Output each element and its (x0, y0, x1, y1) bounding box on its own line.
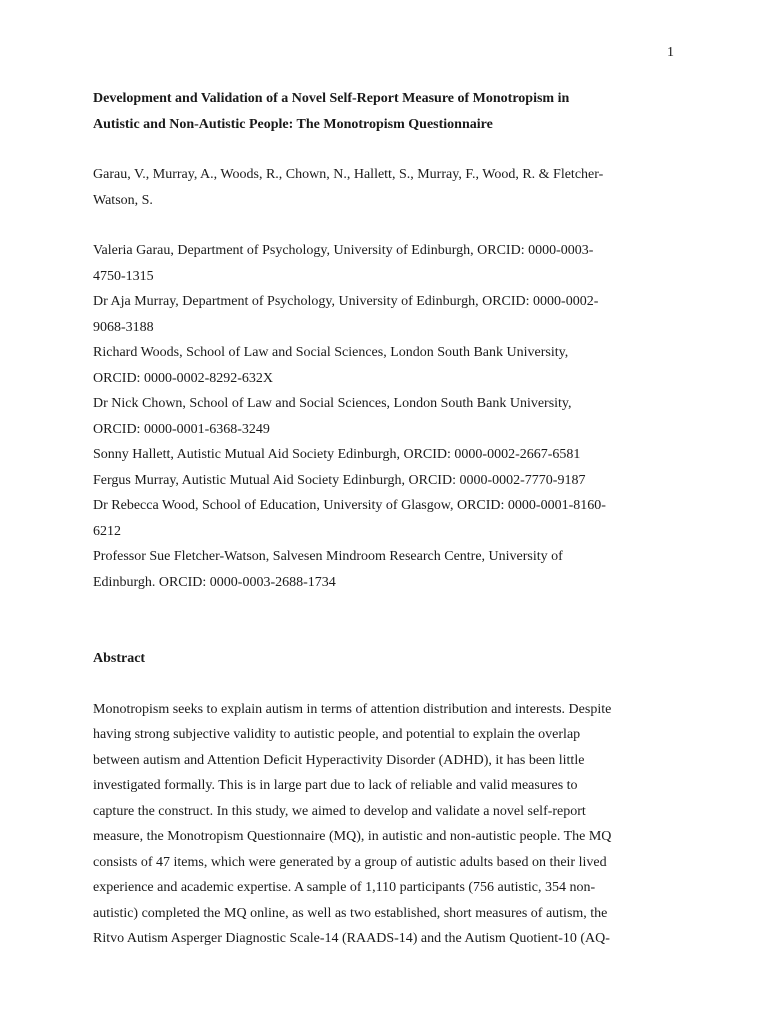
affiliation-line: ORCID: 0000-0001-6368-3249 (93, 421, 270, 437)
author-list (93, 162, 677, 213)
abstract-body (93, 697, 677, 952)
author-line: Watson, S. (93, 192, 153, 208)
abstract-line: autistic) completed the MQ online, as well as two established, short measures of autism, the (93, 905, 608, 921)
affiliation-list (93, 238, 677, 595)
abstract-line: experience and academic expertise. A sample of 1,110 participants (756 autistic, 354 non- (93, 880, 596, 895)
abstract-line: measure, the Monotropism Questionnaire (MQ), in autistic and non-autistic people. The MQ (93, 829, 612, 844)
affiliation-line: Richard Woods, School of Law and Social Sciences, London South Bank University, (93, 345, 569, 360)
abstract-heading: Abstract (93, 651, 146, 666)
affiliation-line: Valeria Garau, Department of Psychology, University of Edinburgh, ORCID: 0000-0003- (93, 243, 594, 258)
page-content (93, 86, 677, 952)
affiliation-line: 4750-1315 (93, 268, 154, 284)
title-line: Autistic and Non-Autistic People: The Monotropism Questionnaire (93, 116, 493, 132)
affiliation-line: Dr Rebecca Wood, School of Education, University of Glasgow, ORCID: 0000-0001-8160- (93, 498, 606, 513)
abstract-line: investigated formally. This is in large part due to lack of reliable and valid measures to (93, 778, 578, 793)
abstract-line: capture the construct. In this study, we aimed to develop and validate a novel self-report (93, 803, 586, 819)
abstract-line: between autism and Attention Deficit Hyperactivity Disorder (ADHD), it has been little (93, 752, 585, 768)
abstract-line: consists of 47 items, which were generated by a group of autistic adults based on their lived (93, 854, 607, 870)
affiliation-line: Professor Sue Fletcher-Watson, Salvesen Mindroom Research Centre, University of (93, 549, 563, 564)
affiliation-line: Edinburgh. ORCID: 0000-0003-2688-1734 (93, 574, 336, 590)
affiliation-line: 6212 (93, 523, 121, 539)
affiliation-line: 9068-3188 (93, 319, 154, 335)
title-line: Development and Validation of a Novel Self-Report Measure of Monotropism in (93, 91, 570, 106)
page-number: 1 (667, 45, 674, 60)
abstract-line: Monotropism seeks to explain autism in terms of attention distribution and interests. Despite (93, 701, 612, 717)
affiliation-line: Sonny Hallett, Autistic Mutual Aid Society Edinburgh, ORCID: 0000-0002-2667-6581 (93, 447, 581, 462)
author-line: Garau, V., Murray, A., Woods, R., Chown, N., Hallett, S., Murray, F., Wood, R. & Fletcher- (93, 167, 604, 182)
affiliation-line: Dr Aja Murray, Department of Psychology, University of Edinburgh, ORCID: 0000-0002- (93, 294, 599, 309)
abstract-line: Ritvo Autism Asperger Diagnostic Scale-14 (RAADS-14) and the Autism Quotient-10 (AQ- (93, 931, 610, 946)
paper-title (93, 86, 677, 137)
affiliation-line: ORCID: 0000-0002-8292-632X (93, 370, 274, 386)
abstract-line: having strong subjective validity to autistic people, and potential to explain the overlap (93, 727, 581, 742)
affiliation-line: Fergus Murray, Autistic Mutual Aid Society Edinburgh, ORCID: 0000-0002-7770-9187 (93, 472, 586, 488)
affiliation-line: Dr Nick Chown, School of Law and Social Sciences, London South Bank University, (93, 396, 572, 411)
